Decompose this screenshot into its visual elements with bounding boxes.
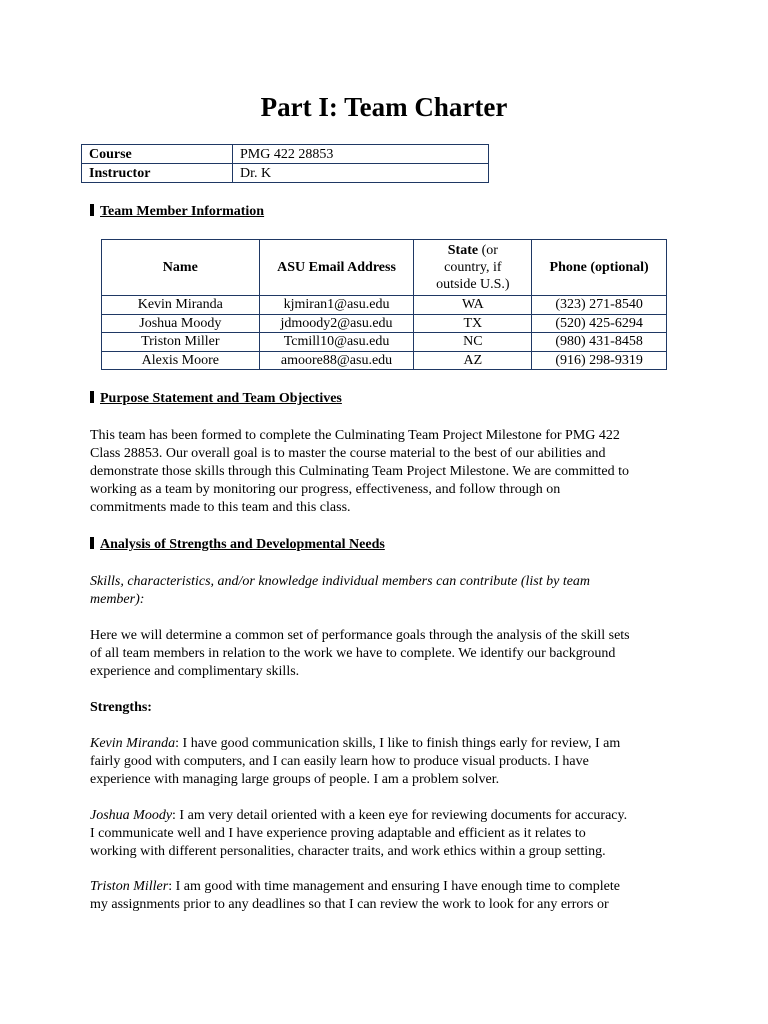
joshua-strengths-paragraph: Joshua Moody: I am very detail oriented with a keen eye for reviewing documents for accuracy. I communicate well and I have experience proving adaptable and efficient as it relates to working with different personalities, character traits, and work ethics within a group setting. [90, 808, 628, 859]
member-state: TX [414, 314, 532, 333]
member-name: Kevin Miranda [102, 296, 260, 315]
member-email: amoore88@asu.edu [259, 351, 414, 370]
team-section-heading: Team Member Information [90, 203, 264, 221]
analysis-intro-paragraph: Here we will determine a common set of performance goals through the analysis of the skill sets of all team members in relation to the work we have to complete. We identify our background experience and complimentary skills. [90, 628, 630, 679]
purpose-paragraph: This team has been formed to complete the Culminating Team Project Milestone for PMG 422 Class 28853. Our overall goal is to master the course material to the best of our abilities and demonstrate those skills through this Culminating Team Project Milestone. We are committed to working as a team by monitoring our progress, effectiveness, and follow through on commitments made to this team and this class. [90, 428, 630, 515]
member-name: Kevin Miranda [90, 736, 176, 751]
member-email: jdmoody2@asu.edu [259, 314, 414, 333]
page-title: Part I: Team Charter [260, 92, 508, 122]
table-row [102, 314, 667, 333]
member-state: AZ [414, 351, 532, 370]
col-header-phone: Phone (optional) [532, 240, 667, 296]
course-value: PMG 422 28853 [233, 145, 489, 164]
table-row [102, 333, 667, 352]
member-email: kjmiran1@asu.edu [259, 296, 414, 315]
member-phone: (916) 298-9319 [532, 351, 667, 370]
kevin-strengths-paragraph: Kevin Miranda: I have good communication skills, I like to finish things early for review, I am fairly good with computers, and I can easily learn how to produce visual products. I have experience with managing large groups of people. I am a problem solver. [90, 736, 621, 787]
analysis-prompt: Skills, characteristics, and/or knowledge individual members can contribute (list by team member): [90, 574, 591, 607]
member-name: Triston Miller [102, 333, 260, 352]
section-bullet-icon [90, 537, 94, 549]
table-row [82, 164, 489, 183]
course-info-table [81, 144, 489, 183]
team-member-table [101, 239, 667, 370]
purpose-section-heading: Purpose Statement and Team Objectives [90, 390, 342, 408]
strengths-label: Strengths: [90, 700, 152, 715]
analysis-section-heading: Analysis of Strengths and Developmental Needs [90, 536, 385, 554]
course-label: Course [82, 145, 233, 164]
table-row [102, 351, 667, 370]
col-header-name: Name [102, 240, 260, 296]
instructor-value: Dr. K [233, 164, 489, 183]
member-state: WA [414, 296, 532, 315]
triston-strengths-paragraph: Triston Miller: I am good with time management and ensuring I have enough time to complete my assignments prior to any deadlines so that I can review the work to look for any errors or [90, 879, 620, 912]
table-row [82, 145, 489, 164]
member-name: Triston Miller [90, 879, 169, 894]
member-phone: (980) 431-8458 [532, 333, 667, 352]
member-name: Joshua Moody [90, 808, 173, 823]
member-phone: (520) 425-6294 [532, 314, 667, 333]
instructor-label: Instructor [82, 164, 233, 183]
member-phone: (323) 271-8540 [532, 296, 667, 315]
section-bullet-icon [90, 391, 94, 403]
table-header-row [102, 240, 667, 296]
table-row [102, 296, 667, 315]
member-email: Tcmill10@asu.edu [259, 333, 414, 352]
member-name: Joshua Moody [102, 314, 260, 333]
member-name: Alexis Moore [102, 351, 260, 370]
section-bullet-icon [90, 204, 94, 216]
col-header-state: State (or country, if outside U.S.) [414, 240, 532, 296]
member-state: NC [414, 333, 532, 352]
col-header-email: ASU Email Address [259, 240, 414, 296]
